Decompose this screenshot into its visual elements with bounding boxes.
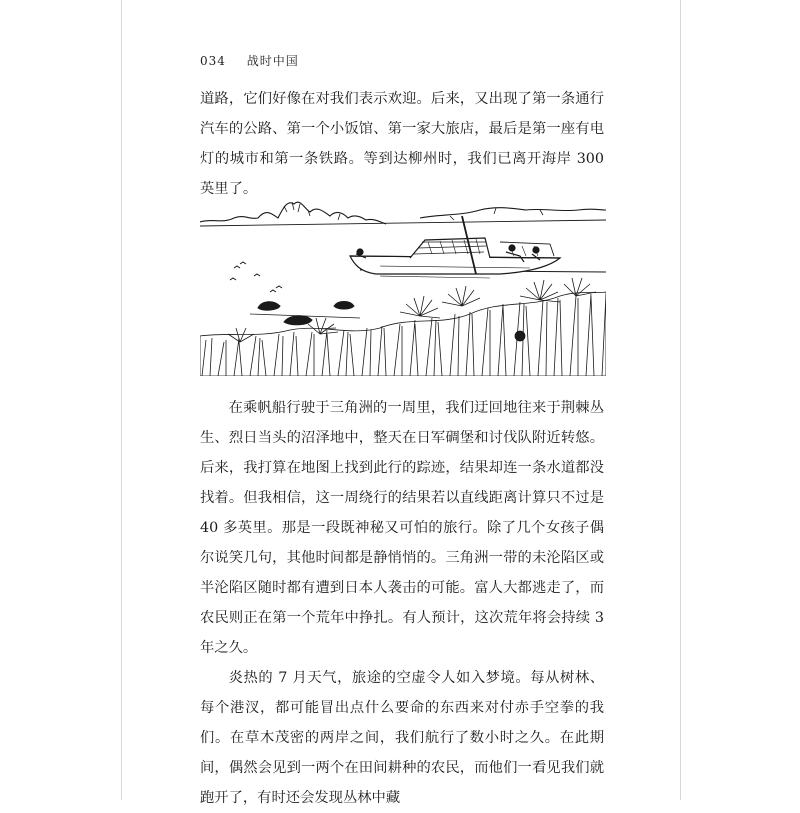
river-rocks [250, 302, 360, 331]
paragraph-continued: 道路，它们好像在对我们表示欢迎。后来，又出现了第一条通行汽车的公路、第一个小饭馆、第一家大旅店，最后是第一座有电灯的城市和第一条铁路。等到达柳州时，我们已离开海岸 300 英里了。 [200, 91, 604, 197]
book-page [121, 0, 681, 806]
paragraph-delta-journey: 在乘帆船行驶于三角洲的一周里，我们迂回地往来于荆棘丛生、烈日当头的沼泽地中，整天在日军碉堡和讨伐队附近转悠。后来，我打算在地图上找到此行的踪迹，结果却连一条水道都没找着。但我相信，这一周绕行的结果若以直线距离计算只不过是 40 多英里。那是一段既神秘又可怕的旅行。除了几个女孩子偶尔说笑几句，其他时间都是静悄悄的。三角洲一带的未沦陷区或半沦陷区随时都有遭到日本人袭击的可能。富人大都逃走了，而农民则正在第一个荒年中挣扎。有人预计，这次荒年将会持续 3 年之久。 [200, 400, 604, 656]
page-number: 034 [200, 54, 226, 68]
text-block-bottom [200, 393, 604, 813]
river-boat-illustration [200, 196, 606, 376]
text-block-top [200, 84, 604, 204]
book-title: 战时中国 [246, 54, 299, 68]
foreground-shrubs [200, 278, 606, 376]
running-head [200, 52, 299, 69]
sailboat [350, 216, 560, 278]
paragraph-july-heat: 炎热的 7 月天气，旅途的空虚令人如入梦境。每从树林、每个港汊，都可能冒出点什么要命的东西来对付赤手空拳的我们。在草木茂密的两岸之间，我们航行了数小时之久。在此期间，偶然会见到一两个在田间耕种的农民，而他们一看见我们就跑开了，有时还会发现丛林中藏 [200, 670, 604, 806]
birds [230, 262, 282, 292]
